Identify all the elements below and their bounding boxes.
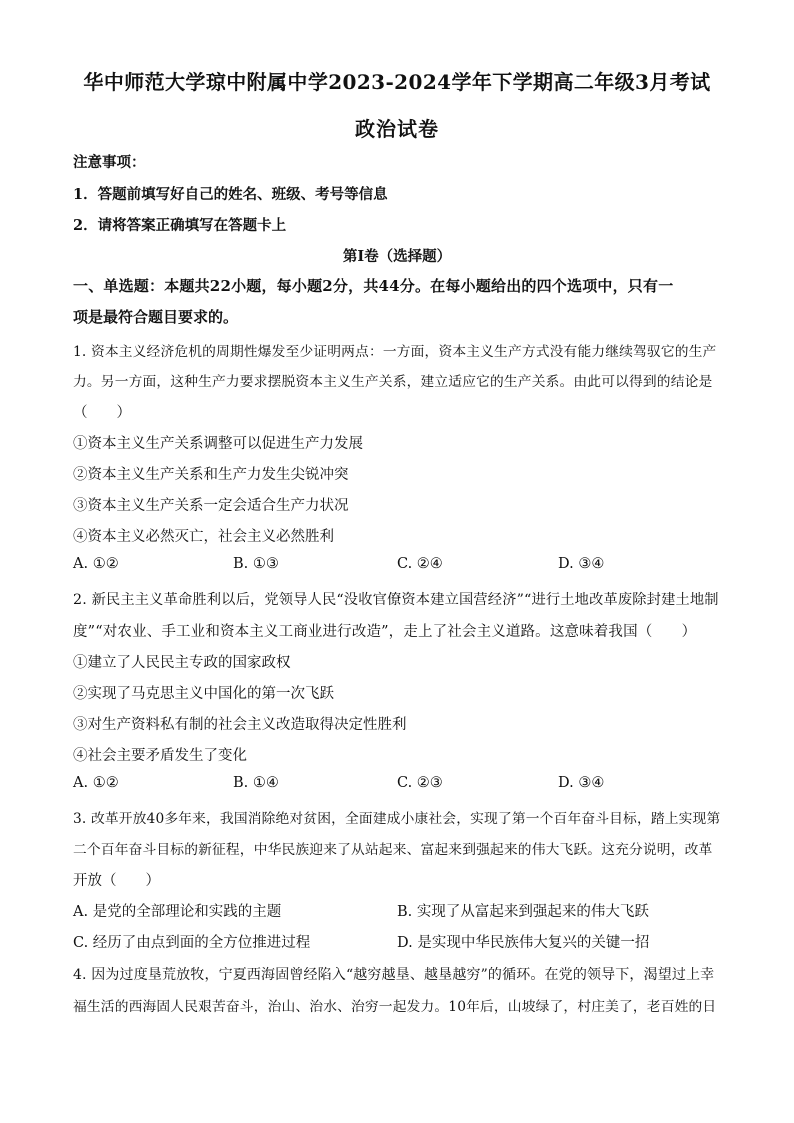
q3-option-b[interactable]: B. 实现了从富起来到强起来的伟大飞跃 [397,904,649,920]
q2-statement-3: ③对生产资料私有制的社会主义改造取得决定性胜利 [73,717,407,733]
q3-option-c[interactable]: C. 经历了由点到面的全方位推进过程 [73,935,311,951]
q2-option-d[interactable]: D. ③④ [558,775,605,791]
q1-option-c[interactable]: C. ②④ [397,556,443,572]
q2-statement-1: ①建立了人民民主专政的国家政权 [73,655,291,671]
q3-option-a[interactable]: A. 是党的全部理论和实践的主题 [73,904,282,920]
exam-subtitle: 政治试卷 [355,117,439,141]
q1-option-a[interactable]: A. ①② [73,556,119,572]
part-title: 第Ⅰ卷（选择题） [342,248,452,265]
q1-statement-3: ③资本主义生产关系一定会适合生产力状况 [73,498,349,514]
q2-stem-line-1: 2. 新民主主义革命胜利以后，党领导人民“没收官僚资本建立国营经济”“进行土地改革废除封建土地制 [73,592,719,608]
q4-stem-line-2: 福生活的西海固人民艰苦奋斗，治山、治水、治穷一起发力。10年后，山坡绿了，村庄美了，老百姓的日 [73,999,717,1015]
notice-heading: 注意事项： [73,154,146,171]
q1-stem-line-1: 1. 资本主义经济危机的周期性爆发至少证明两点：一方面，资本主义生产方式没有能力继续驾驭它的生产 [73,344,717,360]
q1-stem-line-2: 力。另一方面，这种生产力要求摆脱资本主义生产关系，建立适应它的生产关系。由此可以得到的结论是 [73,374,713,390]
q3-stem-line-3: 开放（ ） [73,873,160,889]
q1-statement-2: ②资本主义生产关系和生产力发生尖锐冲突 [73,467,349,483]
q2-option-b[interactable]: B. ①④ [233,775,279,791]
exam-title: 华中师范大学琼中附属中学2023-2024学年下学期高二年级3月考试 [83,70,711,94]
q2-statement-4: ④社会主要矛盾发生了变化 [73,748,247,764]
q3-stem-line-1: 3. 改革开放40多年来，我国消除绝对贫困，全面建成小康社会，实现了第一个百年奋斗目标，踏上实现第 [73,811,721,827]
q3-option-d[interactable]: D. 是实现中华民族伟大复兴的关键一招 [397,935,650,951]
q4-stem-line-1: 4. 因为过度垦荒放牧，宁夏西海固曾经陷入“越穷越垦、越垦越穷”的循环。在党的领导下，渴望过上幸 [73,967,715,983]
section-instruction-line-1: 一、单选题：本题共22小题，每小题2分，共44分。在每小题给出的四个选项中，只有一 [73,277,674,295]
notice-item-2: 2．请将答案正确填写在答题卡上 [73,217,287,234]
section-instruction-line-2: 项是最符合题目要求的。 [73,308,239,326]
q2-option-a[interactable]: A. ①② [73,775,119,791]
q1-option-b[interactable]: B. ①③ [233,556,279,572]
q2-option-c[interactable]: C. ②③ [397,775,443,791]
q3-stem-line-2: 二个百年奋斗目标的新征程，中华民族迎来了从站起来、富起来到强起来的伟大飞跃。这充分说明，改革 [73,842,713,858]
q1-statement-1: ①资本主义生产关系调整可以促进生产力发展 [73,436,363,452]
q1-option-d[interactable]: D. ③④ [558,556,605,572]
notice-item-1: 1．答题前填写好自己的姓名、班级、考号等信息 [73,186,388,203]
q1-statement-4: ④资本主义必然灭亡，社会主义必然胜利 [73,529,334,545]
q2-statement-2: ②实现了马克思主义中国化的第一次飞跃 [73,686,334,702]
q2-stem-line-2: 度”“对农业、手工业和资本主义工商业进行改造”，走上了社会主义道路。这意味着我国（ ） [73,624,697,640]
q1-stem-line-3: （ ） [73,405,131,421]
